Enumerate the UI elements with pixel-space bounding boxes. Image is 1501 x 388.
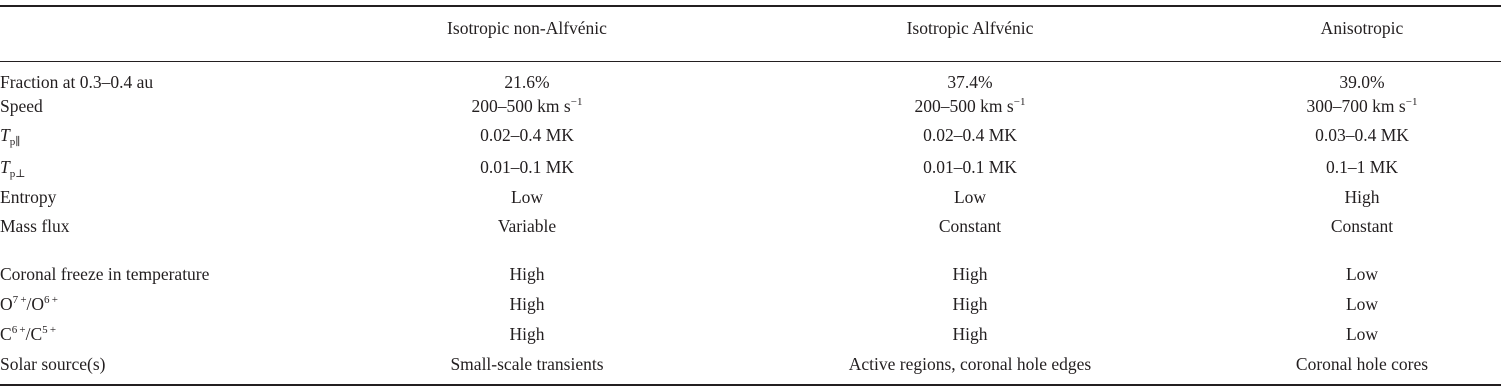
row-label: $T_{p\perp}$ (0, 157, 26, 180)
table-top-rule (0, 5, 1501, 7)
header-anisotropic: Anisotropic (1320, 18, 1404, 38)
table-header-rule (0, 61, 1501, 62)
row-label: $T_{p\parallel}$ (0, 125, 21, 148)
row-label: Fraction at 0.3–0.4 au (0, 72, 154, 92)
row-label: Entropy (0, 187, 57, 207)
table-cell: 0.03–0.4 MK (1315, 125, 1409, 145)
table-bottom-rule (0, 384, 1501, 386)
table-cell: High (509, 264, 545, 284)
header-isotropic-alfvenic: Isotropic Alfvénic (906, 18, 1034, 38)
table-cell: 37.4% (947, 72, 993, 92)
table-cell: Low (510, 187, 544, 207)
table-cell: Low (953, 187, 987, 207)
table-cell: Active regions, coronal hole edges (848, 354, 1092, 374)
table-cell: Variable (497, 216, 557, 236)
row-label: $C^{6 +}/C^{5 +}$ (0, 324, 57, 344)
header-isotropic-non-alfvenic: Isotropic non-Alfvénic (447, 18, 607, 38)
row-label: Mass flux (0, 216, 70, 236)
table-cell: High (1344, 187, 1380, 207)
table-cell: 0.01–0.1 MK (480, 157, 574, 177)
table-cell: 200–500 km $s^{-1}$ (914, 96, 1026, 116)
table-cell: 300–700 km $s^{-1}$ (1306, 96, 1418, 116)
row-label: $O^{7 +}/O^{6 +}$ (0, 294, 58, 314)
table-cell: 0.02–0.4 MK (923, 125, 1017, 145)
table-cell: High (952, 324, 988, 344)
table-cell: Small-scale transients (450, 354, 604, 374)
table-cell: Low (1345, 264, 1379, 284)
table-cell: High (952, 264, 988, 284)
table-cell: Constant (1330, 216, 1394, 236)
row-label: Speed (0, 96, 43, 116)
table-cell: 0.1–1 MK (1326, 157, 1398, 177)
table-cell: High (509, 294, 545, 314)
table-cell: Low (1345, 294, 1379, 314)
table-cell: 21.6% (504, 72, 550, 92)
table-cell: 39.0% (1339, 72, 1385, 92)
table-cell: 0.02–0.4 MK (480, 125, 574, 145)
table-cell: Coronal hole cores (1295, 354, 1429, 374)
table-cell: 200–500 km $s^{-1}$ (471, 96, 583, 116)
row-label: Solar source(s) (0, 354, 106, 374)
table-cell: Constant (938, 216, 1002, 236)
table-cell: 0.01–0.1 MK (923, 157, 1017, 177)
row-label: Coronal freeze in temperature (0, 264, 210, 284)
table-cell: Low (1345, 324, 1379, 344)
table-cell: High (509, 324, 545, 344)
table-cell: High (952, 294, 988, 314)
